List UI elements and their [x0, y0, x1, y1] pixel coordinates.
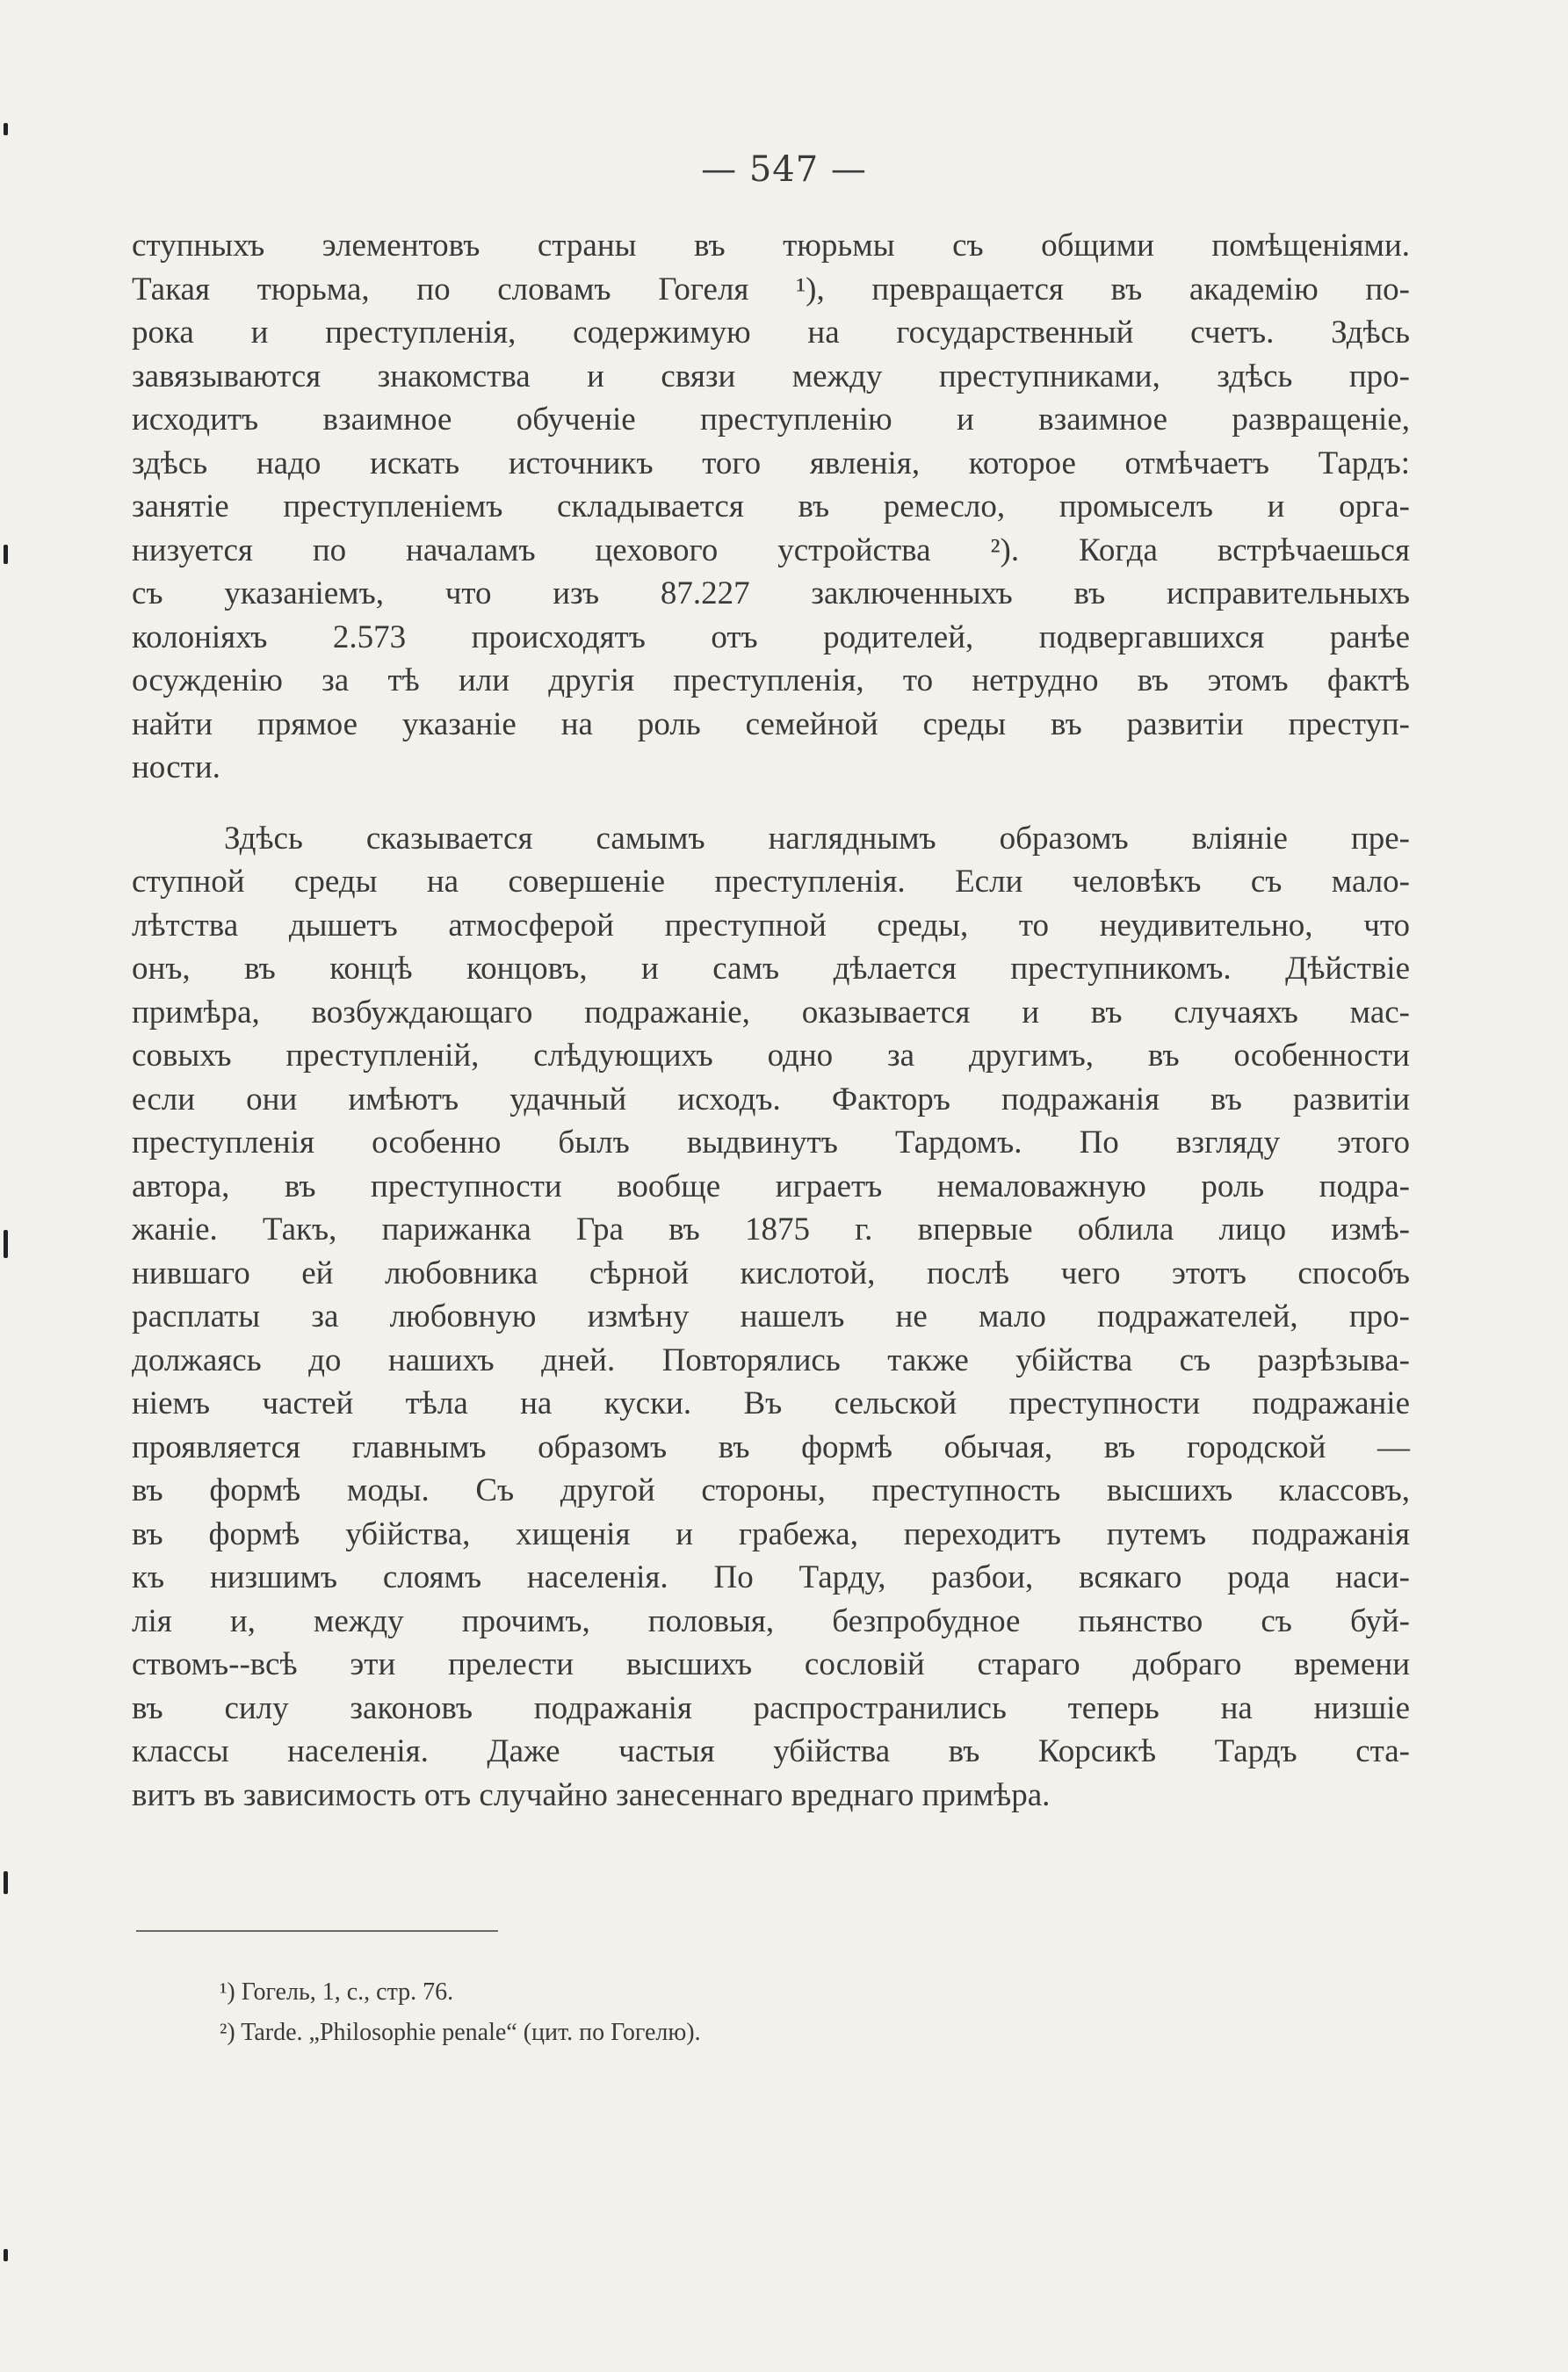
text-line: ности. [132, 749, 220, 785]
text-line: въ формѣ убійства, хищенія и грабежа, переходитъ путемъ подражанія [132, 1515, 1410, 1552]
scan-margin-mark [4, 1871, 8, 1894]
footnote-text: Tarde. „Philosophie penale“ (цит. по Гогелю). [241, 2019, 701, 2046]
footnote-divider [136, 1930, 498, 1932]
text-line: автора, въ преступности вообще играетъ немаловажную роль подра- [132, 1168, 1410, 1204]
text-line: если они имѣютъ удачный исходъ. Факторъ подражанія въ развитіи [132, 1081, 1410, 1117]
text-line: найти прямое указаніе на роль семейной среды въ развитіи преступ- [132, 705, 1410, 742]
text-line: Такая тюрьма, по словамъ Гогеля ¹), превращается въ академію по- [132, 271, 1410, 307]
footnote-mark: ¹) [220, 1978, 235, 2006]
text-line: къ низшимъ слоямъ населенія. По Тарду, разбои, всякаго рода наси- [132, 1559, 1410, 1595]
text-line: жаніе. Такъ, парижанка Гра въ 1875 г. впервые облила лицо измѣ- [132, 1211, 1410, 1247]
text-line: ніемъ частей тѣла на куски. Въ сельской преступности подражаніе [132, 1385, 1410, 1421]
paragraph-1 [132, 224, 1410, 790]
text-line: расплаты за любовную измѣну нашелъ не мало подражателей, про- [132, 1298, 1410, 1334]
text-line: совыхъ преступленій, слѣдующихъ одно за другимъ, въ особенности [132, 1038, 1410, 1074]
text-line: ступныхъ элементовъ страны въ тюрьмы съ общими помѣщеніями. [132, 228, 1410, 264]
scan-margin-mark [4, 2249, 8, 2261]
text-line: въ формѣ моды. Съ другой стороны, преступность высшихъ классовъ, [132, 1472, 1410, 1508]
text-line: ствомъ--всѣ эти прелести высшихъ сословій стараго добраго времени [132, 1646, 1410, 1682]
text-line: лѣтства дышетъ атмосферой преступной среды, то неудивительно, что [132, 907, 1410, 944]
text-line: примѣра, возбуждающаго подражаніе, оказывается и въ случаяхъ мас- [132, 994, 1410, 1031]
text-line: осужденію за тѣ или другія преступленія, то нетрудно въ этомъ фактѣ [132, 662, 1410, 698]
text-line: нившаго ей любовника сѣрной кислотой, послѣ чего этотъ способъ [132, 1255, 1410, 1291]
text-line: должаясь до нашихъ дней. Повторялись также убійства съ разрѣзыва- [132, 1341, 1410, 1378]
footnote-1 [220, 1972, 701, 2013]
text-line: завязываются знакомства и связи между преступниками, здѣсь про- [132, 358, 1410, 394]
text-line: лія и, между прочимъ, половыя, безпробудное пьянство съ буй- [132, 1602, 1410, 1639]
text-line: рока и преступленія, содержимую на государственный счетъ. Здѣсь [132, 315, 1410, 351]
footnotes [220, 1972, 701, 2053]
page-number: — 547 — [701, 149, 867, 190]
scan-margin-mark [4, 545, 8, 564]
footnote-2 [220, 2013, 701, 2053]
body-text [132, 224, 1410, 1817]
text-line: онъ, въ концѣ концовъ, и самъ дѣлается преступникомъ. Дѣйствіе [132, 951, 1410, 987]
text-line: Здѣсь сказывается самымъ нагляднымъ образомъ вліяніе пре- [224, 820, 1410, 857]
footnote-mark: ²) [220, 2019, 235, 2046]
scan-margin-mark [4, 1230, 8, 1258]
text-line: здѣсь надо искать источникъ того явленія, которое отмѣчаетъ Тардъ: [132, 445, 1410, 481]
text-line: витъ въ зависимость отъ случайно занесеннаго вреднаго примѣра. [132, 1776, 1051, 1813]
text-line: съ указаніемъ, что изъ 87.227 заключенныхъ въ исправительныхъ [132, 575, 1410, 611]
text-line: въ силу законовъ подражанія распространились теперь на низшіе [132, 1689, 1410, 1726]
text-line: ступной среды на совершеніе преступленія. Если человѣкъ съ мало- [132, 864, 1410, 900]
scan-margin-mark [4, 123, 8, 135]
text-line: колоніяхъ 2.573 происходятъ отъ родителей, подвергавшихся ранѣе [132, 618, 1410, 655]
text-line: преступленія особенно былъ выдвинутъ Тардомъ. По взгляду этого [132, 1125, 1410, 1161]
text-line: занятіе преступленіемъ складывается въ ремесло, промыселъ и орга- [132, 488, 1410, 524]
paragraph-2 [132, 817, 1410, 1818]
text-line: низуется по началамъ цехового устройства ²). Когда встрѣчаешься [132, 532, 1410, 568]
footnote-text: Гогель, 1, с., стр. 76. [241, 1978, 454, 2006]
text-line: классы населенія. Даже частыя убійства въ Корсикѣ Тардъ ста- [132, 1733, 1410, 1769]
text-line: проявляется главнымъ образомъ въ формѣ обычая, въ городской — [132, 1428, 1410, 1465]
text-line: исходитъ взаимное обученіе преступленію и взаимное развращеніе, [132, 401, 1410, 438]
